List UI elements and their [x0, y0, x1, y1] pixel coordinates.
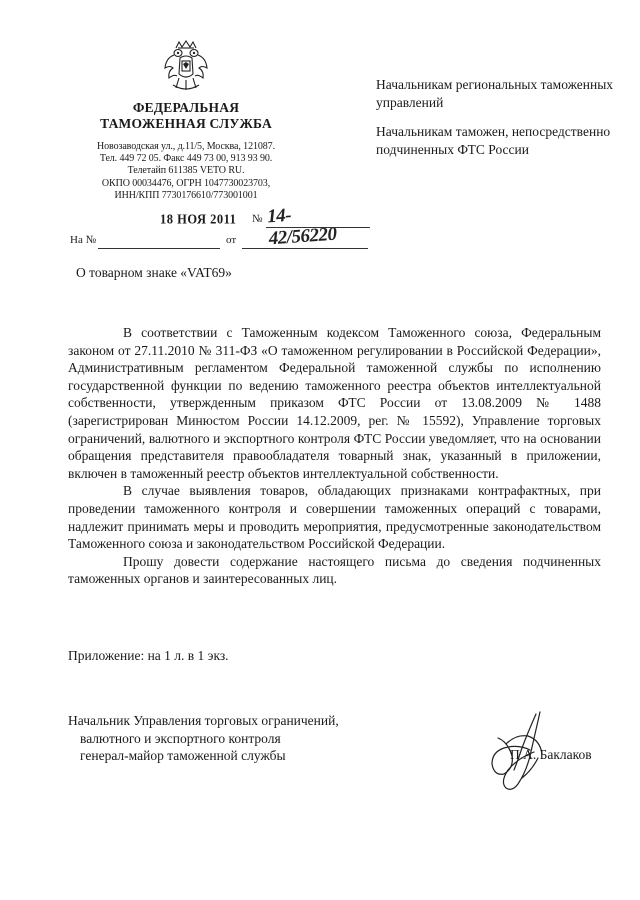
number-sign: № [252, 213, 263, 225]
org-name-line1: ФЕДЕРАЛЬНАЯ [132, 100, 240, 115]
position-line: валютного и экспортного контроля [80, 730, 281, 746]
addressee: Начальникам региональных таможенных управлений [376, 77, 614, 110]
date-stamp: 18 НОЯ 2011 [160, 211, 237, 227]
position-line: Начальник Управления торговых ограничений, [68, 713, 339, 728]
org-contacts [70, 141, 302, 202]
handwritten-outgoing-number: 14-42/56220 [266, 204, 338, 250]
org-name-line2: ТАМОЖЕННАЯ СЛУЖБА [100, 116, 272, 131]
number-underline [266, 227, 370, 228]
body-paragraph: Прошу довести содержание настоящего письма до сведения подчиненных таможенных органов и заинтересованных лиц. [68, 553, 601, 587]
addressee: Начальникам таможен, непосредственно подчиненных ФТС России [376, 124, 611, 157]
reference-label: На № [70, 234, 97, 246]
reference-number-blank [98, 248, 220, 249]
reference-line [70, 234, 302, 250]
reference-date-blank [242, 248, 368, 249]
letterhead [70, 38, 302, 202]
signatory-position [68, 712, 339, 765]
contact-line: Тел. 449 72 05. Факс 449 73 00, 913 93 90. [99, 153, 273, 165]
contact-line: Новозаводская ул., д.11/5, Москва, 121087. [97, 141, 275, 152]
letter-body [68, 324, 601, 588]
body-paragraph: В случае выявления товаров, обладающих признаками контрафактных, при проведении таможенного контроля и совершении таможенных операций с товарами, надлежит принимать меры и проводить мероприятия, предусмотренные законодательством Таможенного союза и законодательством Российской Федерации. [68, 483, 601, 552]
attachment-note: Приложение: на 1 л. в 1 экз. [68, 648, 229, 663]
signer-name: П.А. Баклаков [510, 747, 592, 762]
contact-line: ОКПО 00034476, ОГРН 1047730023703, [101, 177, 271, 189]
russian-coat-of-arms-icon [162, 38, 210, 94]
body-paragraph: В соответствии с Таможенным кодексом Таможенного союза, Федеральным законом от 27.11.2010 № 311-ФЗ «О таможенном регулировании в Российской Федерации», Административным регламентом Федеральной таможенной службы по исполнению государственной функции по ведению таможенного реестра объектов интеллектуальной собственности, утвержденным приказом ФТС России от 13.08.2009 № 1488 (зарегистрирован Минюстом России 14.12.2009, рег. № 15592), Управление торговых ограничений, валютного и экспортного контроля ФТС России уведомляет, что на основании обращения представителя правообладателя товарный знак, указанный в приложении, включен в таможенный реестр объектов интеллектуальной собственности. [68, 325, 601, 481]
position-line: генерал-майор таможенной службы [80, 748, 286, 763]
contact-line: Телетайп 611385 VETO RU. [127, 165, 245, 177]
contact-line: ИНН/КПП 7730176610/773001001 [114, 189, 258, 201]
addressees [376, 76, 616, 159]
reference-from-label: от [226, 234, 237, 246]
letter-subject: О товарном знаке «VAT69» [76, 265, 232, 280]
